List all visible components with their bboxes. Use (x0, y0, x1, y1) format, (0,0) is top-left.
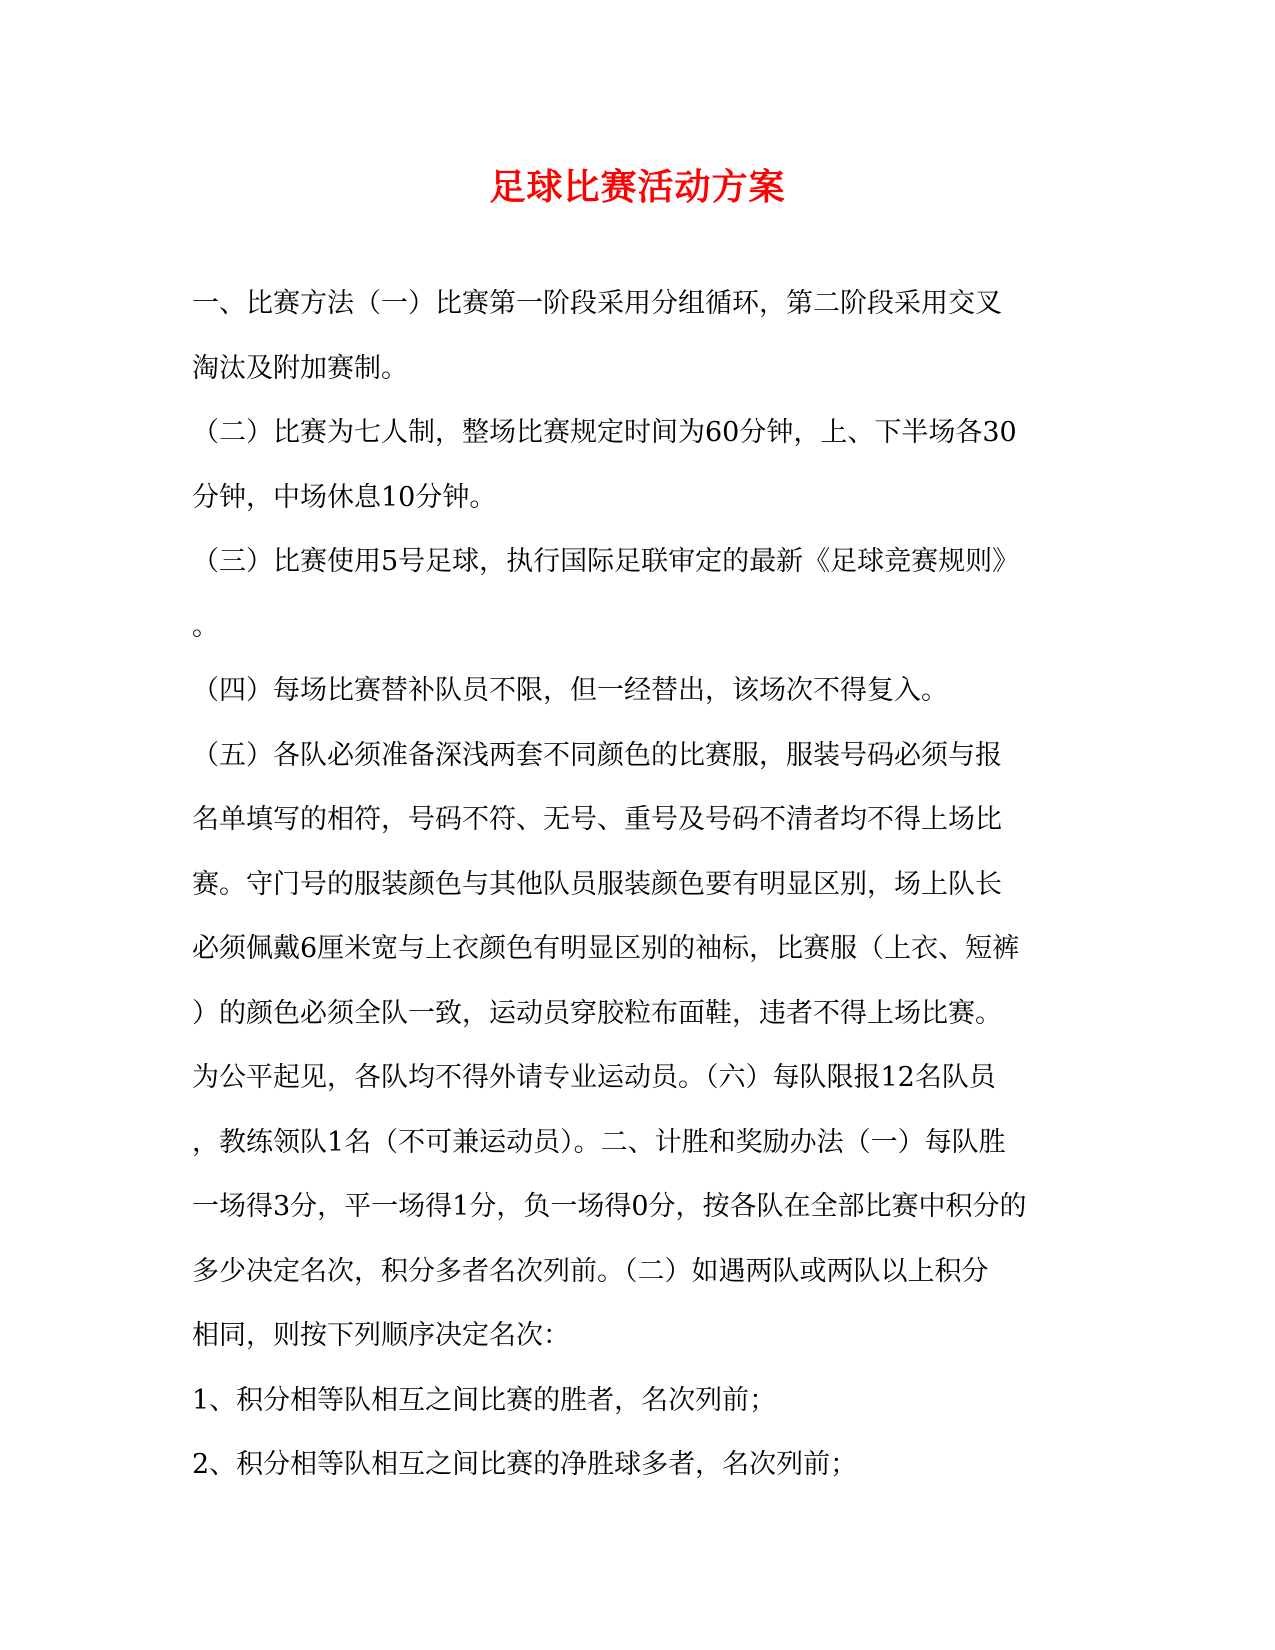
text-line: 必须佩戴6厘米宽与上衣颜色有明显区别的袖标，比赛服（上衣、短裤 (192, 933, 1020, 964)
text-line: ，教练领队1名（不可兼运动员）。二、计胜和奖励办法（一）每队胜 (192, 1126, 1006, 1158)
document-title: 足球比赛活动方案 (489, 166, 786, 208)
text-line: 相同，则按下列顺序决定名次： (192, 1320, 570, 1351)
text-line: （二）比赛为七人制，整场比赛规定时间为60分钟，上、下半场各30 (192, 417, 1017, 448)
text-line: 为公平起见，各队均不得外请专业运动员。（六）每队限报12名队员 (192, 1062, 996, 1093)
text-line: 。 (192, 610, 219, 642)
text-line: 一、比赛方法（一）比赛第一阶段采用分组循环，第二阶段采用交叉 (192, 288, 1002, 319)
text-line: 赛。守门号的服装颜色与其他队员服装颜色要有明显区别，场上队长 (192, 868, 1002, 900)
text-line: （五）各队必须准备深浅两套不同颜色的比赛服，服装号码必须与报 (192, 739, 1002, 771)
text-line: 2、积分相等队相互之间比赛的净胜球多者，名次列前； (192, 1449, 858, 1480)
text-line: （四）每场比赛替补队员不限，但一经替出，该场次不得复入。 (192, 675, 948, 706)
document-body (192, 272, 1080, 1498)
text-line: 淘汰及附加赛制。 (192, 352, 408, 384)
text-line: （三）比赛使用5号足球，执行国际足联审定的最新《足球竞赛规则》 (192, 546, 1020, 577)
text-line: 1、积分相等队相互之间比赛的胜者，名次列前； (192, 1384, 777, 1416)
text-line: ）的颜色必须全队一致，运动员穿胶粒布面鞋，违者不得上场比赛。 (192, 997, 1002, 1029)
text-line: 多少决定名次，积分多者名次列前。（二）如遇两队或两队以上积分 (192, 1255, 989, 1287)
text-line: 分钟，中场休息10分钟。 (192, 481, 497, 513)
text-line: 名单填写的相符，号码不符、无号、重号及号码不清者均不得上场比 (192, 804, 1002, 835)
text-line: 一场得3分，平一场得1分，负一场得0分，按各队在全部比赛中积分的 (192, 1191, 1027, 1222)
